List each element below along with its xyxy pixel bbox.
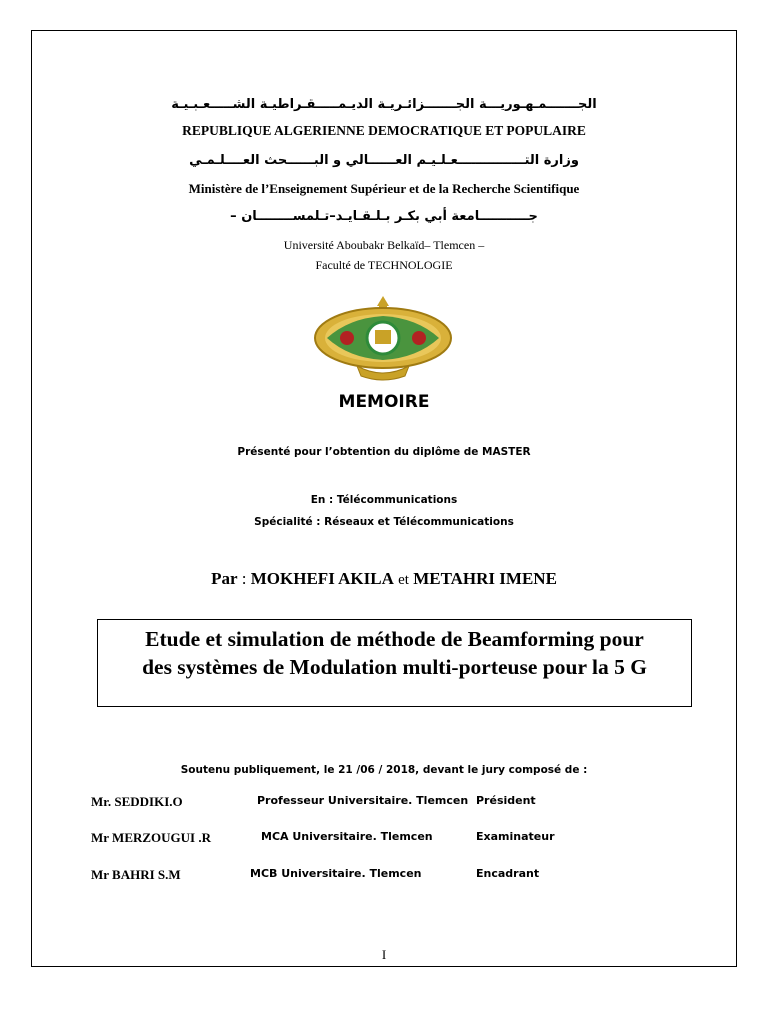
- university-french: Université Aboubakr Belkaïd– Tlemcen –: [283, 238, 485, 252]
- jury-row: [0, 794, 768, 814]
- jury-name: Mr BAHRI S.M: [91, 867, 181, 882]
- authors: Par : MOKHEFI AKILA et METAHRI IMENE: [211, 569, 557, 588]
- author-1: MOKHEFI AKILA: [250, 569, 394, 588]
- faculty-name: Faculté de TECHNOLOGIE: [315, 258, 453, 272]
- author-2: METAHRI IMENE: [413, 569, 557, 588]
- university-emblem-icon: [309, 292, 457, 384]
- jury-role: Examinateur: [476, 830, 555, 843]
- jury-role: Président: [476, 794, 536, 807]
- jury-name: Mr. SEDDIKI.O: [91, 794, 183, 809]
- ministry-french: Ministère de l’Enseignement Supérieur et de la Recherche Scientifique: [188, 181, 580, 196]
- defense-statement: Soutenu publiquement, le 21 /06 / 2018, devant le jury composé de :: [180, 764, 588, 776]
- presented-for: Présenté pour l’obtention du diplôme de MASTER: [237, 446, 531, 458]
- thesis-title-line-2: des systèmes de Modulation multi-porteuse pour la 5 G: [142, 655, 647, 679]
- jury-row: [0, 867, 768, 887]
- thesis-title-line-1: Etude et simulation de méthode de Beamforming pour: [145, 627, 644, 651]
- jury-position: Professeur Universitaire. Tlemcen: [257, 794, 469, 807]
- specialty: Spécialité : Réseaux et Télécommunications: [254, 516, 514, 528]
- jury-row: [0, 830, 768, 850]
- ministry-arabic: وزارة التـــــــــــــــعـلـيـم العــــــالي و البــــــحث العــــلـمـي: [189, 153, 579, 168]
- republic-arabic: الجـــــــمـهـوريـــة الجـــــــزائـريـة الديـمـــــقـراطيـة الشـــــعـبـيـة: [171, 97, 597, 112]
- jury-position: MCA Universitaire. Tlemcen: [261, 830, 433, 843]
- jury-role: Encadrant: [476, 867, 540, 880]
- document-type: MEMOIRE: [338, 392, 430, 412]
- authors-prefix: Par: [211, 569, 238, 588]
- jury-position: MCB Universitaire. Tlemcen: [250, 867, 422, 880]
- authors-joiner: et: [398, 572, 409, 588]
- page-number: I: [381, 947, 387, 962]
- thesis-title-box: [97, 619, 692, 707]
- field: En : Télécommunications: [310, 494, 458, 506]
- university-arabic: جـــــــــــامعة أبي بكـر بـلـقـايـد–تـلمســــــــان –: [230, 209, 538, 224]
- republic-french: REPUBLIQUE ALGERIENNE DEMOCRATIQUE ET POPULAIRE: [182, 123, 586, 138]
- jury-name: Mr MERZOUGUI .R: [91, 830, 212, 845]
